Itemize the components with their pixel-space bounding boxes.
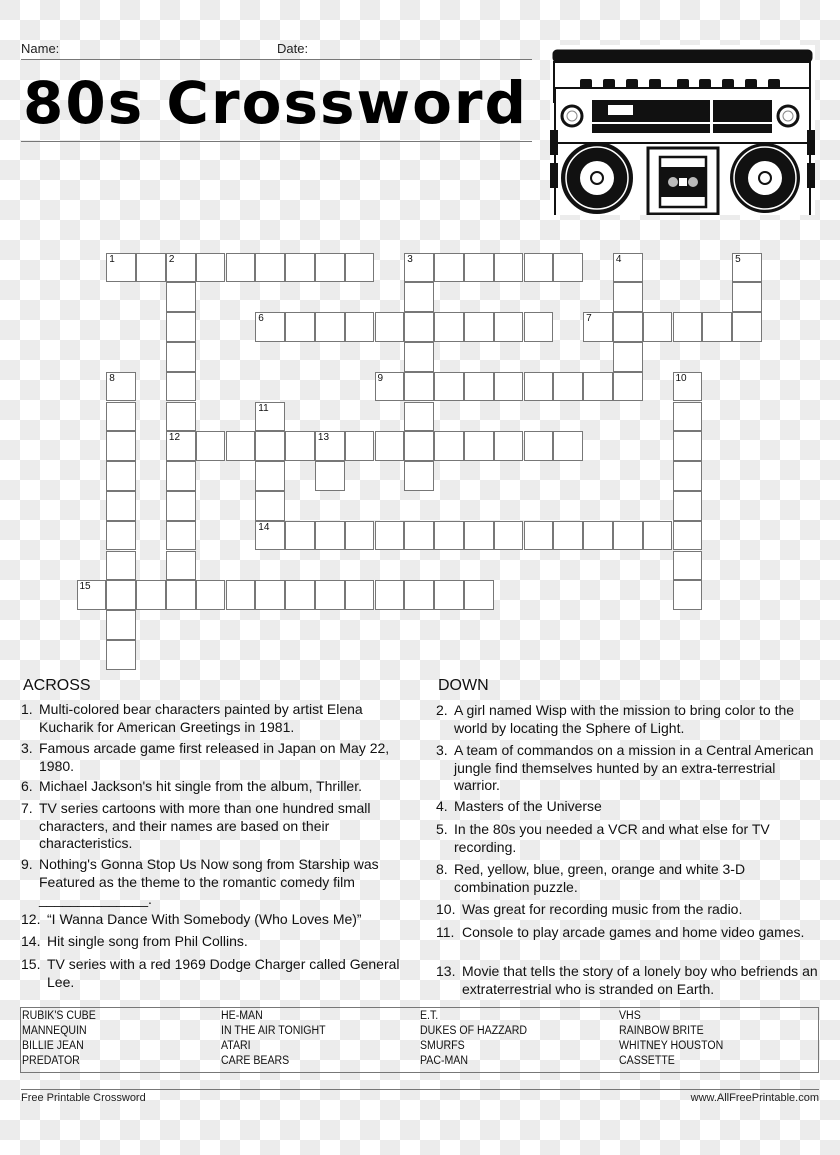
grid-cell[interactable] (106, 580, 136, 610)
grid-cell[interactable] (196, 253, 226, 283)
grid-cell[interactable] (315, 253, 345, 283)
across-clue (21, 778, 401, 796)
grid-cell[interactable] (255, 402, 285, 432)
grid-cell[interactable] (166, 551, 196, 581)
clue-number: 11 (258, 402, 269, 414)
down-clue (436, 924, 820, 942)
grid-cell[interactable] (375, 431, 405, 461)
grid-cell[interactable] (494, 431, 524, 461)
word-bank-item: IN THE AIR TONIGHT (221, 1025, 326, 1037)
grid-cell[interactable] (106, 461, 136, 491)
grid-cell[interactable] (375, 521, 405, 551)
grid-cell[interactable] (404, 372, 434, 402)
grid-cell[interactable] (285, 431, 315, 461)
grid-cell[interactable] (255, 461, 285, 491)
clue-number: 4 (615, 253, 622, 265)
down-heading: DOWN (438, 677, 489, 694)
clue-text: In the 80s you needed a VCR and what else for TV recording. (454, 821, 770, 855)
clue-number: 8 (109, 372, 115, 384)
clue-text: TV series cartoons with more than one hundred small characters, and their names are based on their characteristics. (39, 800, 371, 851)
down-clue (436, 861, 820, 896)
grid-cell[interactable] (464, 253, 494, 283)
down-clue (436, 702, 820, 737)
clue-number: 7. (21, 800, 33, 816)
grid-cell[interactable] (255, 521, 285, 551)
grid-cell[interactable] (494, 253, 524, 283)
grid-cell[interactable] (404, 580, 434, 610)
clue-text: Console to play arcade games and home video games. (462, 924, 805, 940)
clue-text: Red, yellow, blue, green, orange and white 3-D combination puzzle. (454, 861, 746, 895)
clue-number: 5 (735, 253, 741, 265)
clue-number: 1 (109, 253, 115, 265)
clue-text: Was great for recording music from the radio. (462, 901, 743, 917)
grid-cell[interactable] (226, 253, 256, 283)
footer-rule (21, 1089, 819, 1090)
grid-cell[interactable] (613, 253, 643, 283)
down-clue (436, 798, 820, 816)
clue-text: Hit single song from Phil Collins. (47, 933, 248, 949)
grid-cell[interactable] (613, 282, 643, 312)
title-underline (21, 141, 532, 142)
grid-cell[interactable] (673, 521, 703, 551)
grid-cell[interactable] (553, 431, 583, 461)
grid-cell[interactable] (613, 372, 643, 402)
grid-cell[interactable] (434, 253, 464, 283)
clue-number: 8. (436, 861, 448, 877)
grid-cell[interactable] (464, 372, 494, 402)
clue-text: A girl named Wisp with the mission to bring color to the world by locating the Sphere of Light. (454, 702, 795, 736)
name-label: Name: (21, 41, 60, 56)
grid-cell[interactable] (345, 521, 375, 551)
grid-cell[interactable] (524, 312, 554, 342)
clue-number: 13. (436, 963, 456, 979)
across-clue (21, 956, 401, 991)
grid-cell[interactable] (702, 312, 732, 342)
grid-cell[interactable] (404, 431, 434, 461)
grid-cell[interactable] (673, 551, 703, 581)
grid-cell[interactable] (524, 521, 554, 551)
clue-number: 11. (436, 924, 455, 940)
grid-cell[interactable] (285, 580, 315, 610)
word-bank-item: RAINBOW BRITE (619, 1025, 704, 1037)
grid-cell[interactable] (106, 551, 136, 581)
grid-cell[interactable] (166, 491, 196, 521)
clue-number: 12. (21, 911, 41, 927)
grid-cell[interactable] (315, 312, 345, 342)
word-bank (20, 1007, 819, 1073)
clue-number: 10 (675, 372, 687, 384)
grid-cell[interactable] (255, 431, 285, 461)
clue-text: Masters of the Universe (454, 798, 602, 814)
clue-text: “I Wanna Dance With Somebody (Who Loves Me)” (47, 911, 362, 927)
down-clue (436, 963, 820, 998)
word-bank-item: E.T. (420, 1010, 439, 1022)
grid-cell[interactable] (166, 521, 196, 551)
clue-number: 6. (21, 778, 33, 794)
grid-cell[interactable] (643, 521, 673, 551)
grid-cell[interactable] (166, 282, 196, 312)
clue-number: 13 (317, 432, 330, 444)
clue-number: 3. (21, 740, 33, 756)
clue-number: 9 (377, 372, 384, 384)
grid-cell[interactable] (255, 491, 285, 521)
word-bank-item: CARE BEARS (221, 1055, 290, 1067)
grid-cell[interactable] (315, 431, 345, 461)
grid-cell[interactable] (434, 580, 464, 610)
clue-text: Multi-colored bear characters painted by artist Elena Kucharik for American Greetings in 1981. (39, 701, 363, 735)
footer-left-text: Free Printable Crossword (21, 1092, 146, 1104)
across-clue (21, 800, 401, 853)
grid-cell[interactable] (166, 580, 196, 610)
grid-cell[interactable] (106, 431, 136, 461)
grid-cell[interactable] (404, 521, 434, 551)
grid-cell[interactable] (166, 402, 196, 432)
grid-cell[interactable] (315, 580, 345, 610)
down-clue (436, 821, 820, 856)
grid-cell[interactable] (166, 431, 196, 461)
grid-cell[interactable] (524, 372, 554, 402)
grid-cell[interactable] (196, 431, 226, 461)
grid-cell[interactable] (404, 461, 434, 491)
grid-cell[interactable] (613, 342, 643, 372)
word-bank-item: WHITNEY HOUSTON (619, 1040, 724, 1052)
grid-cell[interactable] (524, 431, 554, 461)
word-bank-item: VHS (619, 1010, 641, 1022)
grid-cell[interactable] (345, 580, 375, 610)
grid-cell[interactable] (375, 580, 405, 610)
across-heading: ACROSS (23, 677, 91, 694)
grid-cell[interactable] (553, 253, 583, 283)
clue-text: Nothing's Gonna Stop Us Now song from Starship was Featured as the theme to the romantic comedy film ______________. (39, 856, 379, 907)
grid-cell[interactable] (524, 253, 554, 283)
grid-cell[interactable] (643, 312, 673, 342)
clue-number: 15. (21, 956, 41, 972)
grid-cell[interactable] (345, 253, 375, 283)
clue-number: 7 (586, 313, 592, 325)
grid-cell[interactable] (464, 312, 494, 342)
grid-cell[interactable] (494, 312, 524, 342)
word-bank-item: RUBIK'S CUBE (22, 1010, 96, 1022)
clue-number: 9. (21, 856, 33, 872)
grid-cell[interactable] (673, 312, 703, 342)
grid-cell[interactable] (285, 521, 315, 551)
word-bank-item: HE-MAN (221, 1010, 263, 1022)
grid-cell[interactable] (166, 461, 196, 491)
clue-number: 14. (21, 933, 41, 949)
grid-cell[interactable] (732, 253, 762, 283)
down-clue (436, 742, 820, 795)
grid-cell[interactable] (494, 521, 524, 551)
grid-cell[interactable] (136, 580, 166, 610)
down-clue (436, 901, 820, 919)
grid-cell[interactable] (464, 580, 494, 610)
clue-number: 2. (436, 702, 448, 718)
across-clue (21, 933, 401, 951)
grid-cell[interactable] (673, 372, 703, 402)
grid-cell[interactable] (404, 312, 434, 342)
grid-cell[interactable] (583, 312, 613, 342)
word-bank-item: CASSETTE (619, 1055, 675, 1067)
grid-cell[interactable] (166, 253, 196, 283)
clue-text: TV series with a red 1969 Dodge Charger called General Lee. (47, 956, 400, 990)
word-bank-item: BILLIE JEAN (22, 1040, 84, 1052)
grid-cell[interactable] (464, 431, 494, 461)
grid-cell[interactable] (673, 580, 703, 610)
across-clue (21, 701, 401, 736)
grid-cell[interactable] (196, 580, 226, 610)
grid-cell[interactable] (106, 402, 136, 432)
boombox-icon (550, 45, 815, 215)
grid-cell[interactable] (494, 372, 524, 402)
grid-cell[interactable] (434, 431, 464, 461)
grid-cell[interactable] (404, 253, 434, 283)
grid-cell[interactable] (673, 402, 703, 432)
grid-cell[interactable] (404, 402, 434, 432)
clue-number: 3. (436, 742, 448, 758)
grid-cell[interactable] (345, 431, 375, 461)
grid-cell[interactable] (285, 312, 315, 342)
grid-cell[interactable] (732, 312, 762, 342)
grid-cell[interactable] (613, 312, 643, 342)
clue-number: 5. (436, 821, 448, 837)
grid-cell[interactable] (226, 431, 256, 461)
page-title: 80s Crossword (23, 69, 529, 137)
grid-cell[interactable] (255, 253, 285, 283)
grid-cell[interactable] (583, 372, 613, 402)
grid-cell[interactable] (315, 521, 345, 551)
grid-cell[interactable] (345, 312, 375, 342)
grid-cell[interactable] (434, 312, 464, 342)
grid-cell[interactable] (732, 282, 762, 312)
grid-cell[interactable] (166, 312, 196, 342)
grid-cell[interactable] (226, 580, 256, 610)
across-clue (21, 856, 401, 909)
grid-cell[interactable] (255, 580, 285, 610)
grid-cell[interactable] (404, 282, 434, 312)
grid-cell[interactable] (106, 610, 136, 640)
grid-cell[interactable] (166, 372, 196, 402)
grid-cell[interactable] (315, 461, 345, 491)
clue-number: 14 (258, 521, 270, 533)
clue-number: 10. (436, 901, 456, 917)
grid-cell[interactable] (166, 342, 196, 372)
word-bank-item: PREDATOR (22, 1055, 80, 1067)
grid-cell[interactable] (255, 312, 285, 342)
clue-text: Movie that tells the story of a lonely boy who befriends an extraterrestrial who is stranded on Earth. (462, 963, 818, 997)
clue-number: 3 (407, 253, 413, 265)
name-date-line (21, 59, 532, 60)
grid-cell[interactable] (106, 372, 136, 402)
across-clue (21, 911, 401, 929)
grid-cell[interactable] (434, 521, 464, 551)
grid-cell[interactable] (583, 521, 613, 551)
word-bank-item: MANNEQUIN (22, 1025, 87, 1037)
grid-cell[interactable] (613, 521, 643, 551)
grid-cell[interactable] (77, 580, 107, 610)
grid-cell[interactable] (553, 521, 583, 551)
clue-number: 6 (258, 313, 264, 325)
clue-number: 2 (168, 253, 175, 265)
grid-cell[interactable] (464, 521, 494, 551)
clue-number: 1. (21, 701, 33, 717)
clue-number: 4. (436, 798, 448, 814)
grid-cell[interactable] (136, 253, 166, 283)
grid-cell[interactable] (106, 491, 136, 521)
word-bank-item: ATARI (221, 1040, 251, 1052)
grid-cell[interactable] (375, 312, 405, 342)
grid-cell[interactable] (285, 253, 315, 283)
clue-text: Famous arcade game first released in Japan on May 22, 1980. (39, 740, 390, 774)
grid-cell[interactable] (404, 342, 434, 372)
clue-number: 12 (168, 432, 181, 444)
grid-cell[interactable] (106, 640, 136, 670)
grid-cell[interactable] (106, 521, 136, 551)
clue-text: A team of commandos on a mission in a Central American jungle find themselves hunted by an extra-terrestrial warrior. (454, 742, 814, 793)
clue-text: Michael Jackson's hit single from the album, Thriller. (39, 778, 362, 794)
grid-cell[interactable] (673, 431, 703, 461)
grid-cell[interactable] (106, 253, 136, 283)
clue-number: 15 (79, 581, 91, 593)
grid-cell[interactable] (673, 491, 703, 521)
grid-cell[interactable] (553, 372, 583, 402)
grid-cell[interactable] (375, 372, 405, 402)
footer-right-link[interactable]: www.AllFreePrintable.com (690, 1092, 819, 1104)
across-clue (21, 740, 401, 775)
word-bank-item: SMURFS (420, 1040, 465, 1052)
grid-cell[interactable] (434, 372, 464, 402)
word-bank-item: PAC-MAN (420, 1055, 469, 1067)
word-bank-item: DUKES OF HAZZARD (420, 1025, 527, 1037)
grid-cell[interactable] (673, 461, 703, 491)
date-label: Date: (277, 41, 309, 56)
